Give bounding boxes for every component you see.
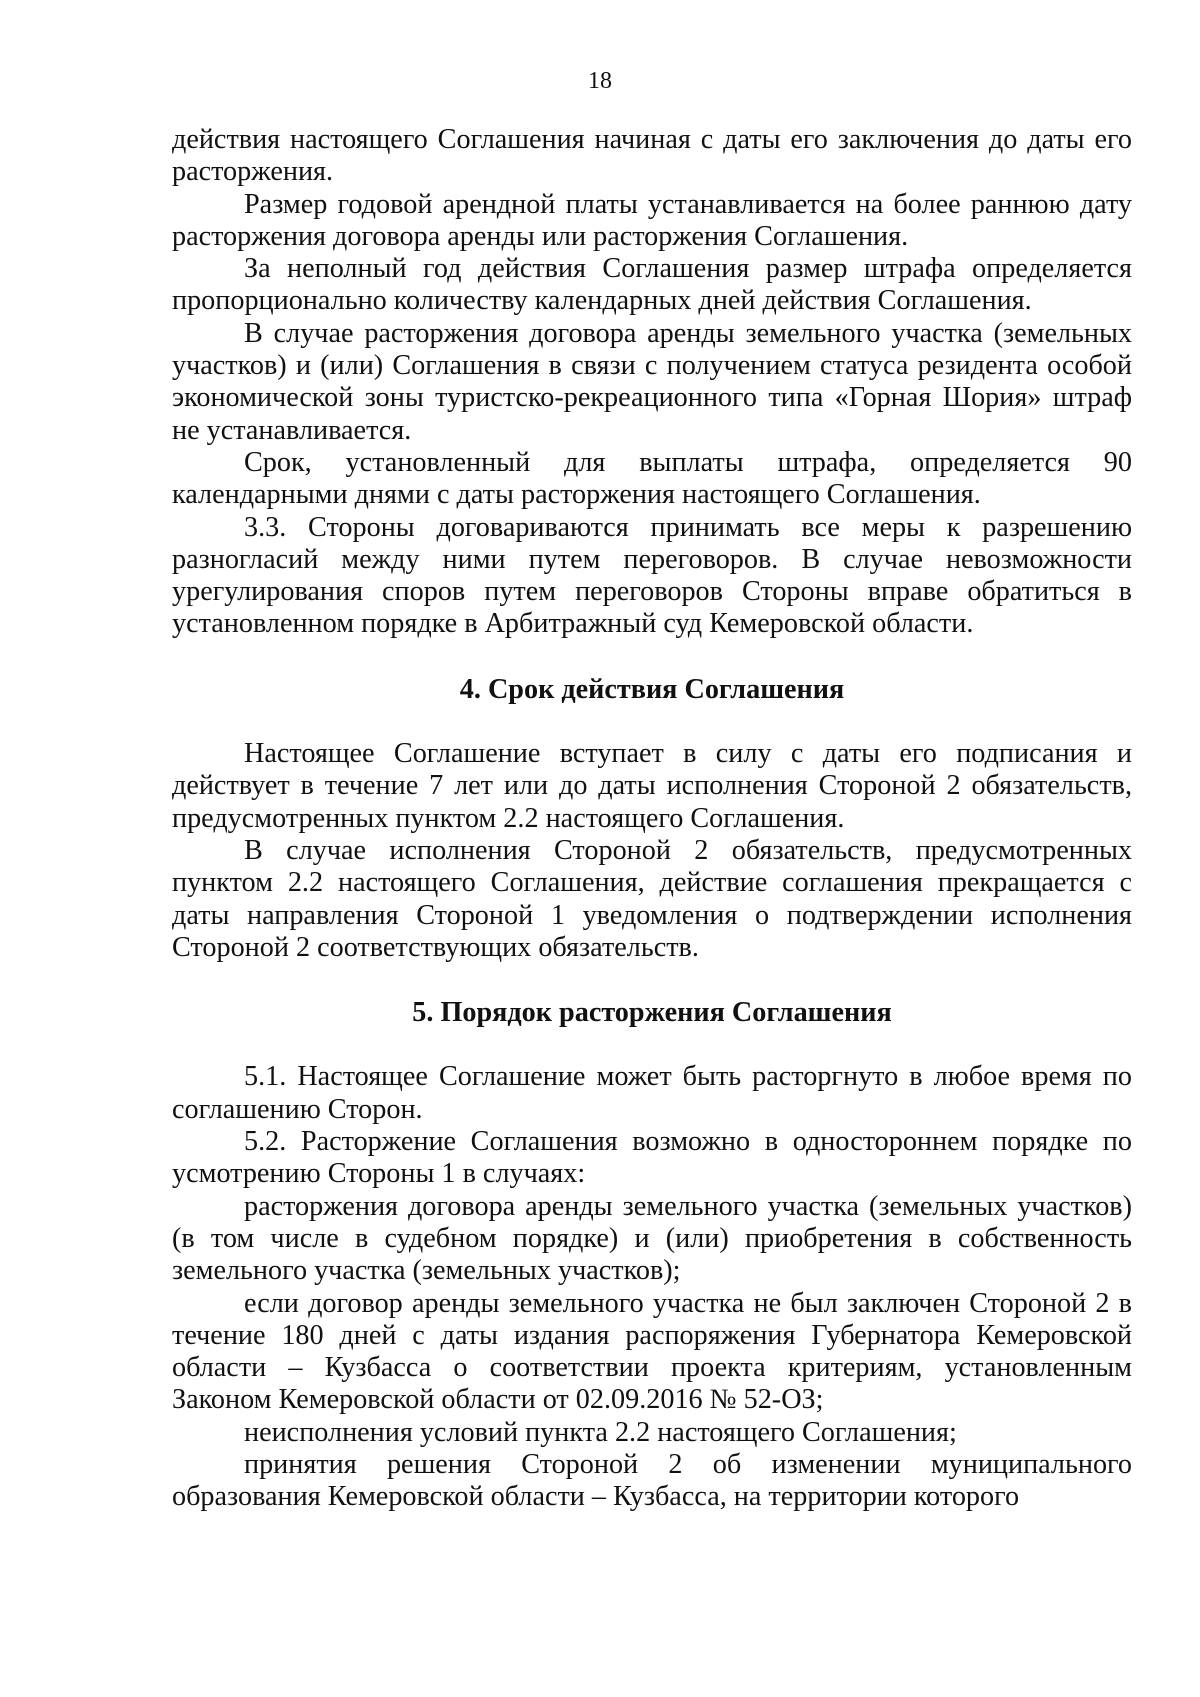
clause-5-2: 5.2. Расторжение Соглашения возможно в одностороннем порядке по усмотрению Стороны 1 в случаях: [172,1126,1132,1190]
section-4-paragraph-termination: В случае исполнения Стороной 2 обязательств, предусмотренных пунктом 2.2 настоящего Соглашения, действие соглашения прекращается с даты направления Стороной 1 уведомления о подтверждении исполнения Стороной 2 соответствующих обязательств. [172,834,1132,963]
section-4-paragraph-effect: Настоящее Соглашение вступает в силу с даты его подписания и действует в течение 7 лет или до даты исполнения Стороной 2 обязательств, предусмотренных пунктом 2.2 настоящего Соглашения. [172,738,1132,834]
intro-paragraph-resident-status: В случае расторжения договора аренды земельного участка (земельных участков) и (или) Соглашения в связи с получением статуса резидента особой экономической зоны туристско-рекреационного типа «Горная Шория» штраф не устанавливается. [172,317,1132,446]
termination-case-land-lease: расторжения договора аренды земельного участка (земельных участков) (в том числе в судебном порядке) и (или) приобретения в собственность земельного участка (земельных участков); [172,1190,1132,1287]
section-5-title: 5. Порядок расторжения Соглашения [412,997,892,1029]
clause-5-1: 5.1. Настоящее Соглашение может быть расторгнуто в любое время по соглашению Сторон. [172,1061,1132,1125]
intro-paragraph-fine-deadline: Срок, установленный для выплаты штрафа, определяется 90 календарными днями с даты расторжения настоящего Соглашения. [172,446,1132,511]
intro-paragraph-partial-year-fine: За неполный год действия Соглашения размер штрафа определяется пропорционально количеству календарных дней действия Соглашения. [172,253,1132,317]
page-number: 18 [588,68,612,94]
section-4-title: 4. Срок действия Соглашения [459,673,845,705]
termination-case-municipality-change: принятия решения Стороной 2 об изменении муниципального образования Кемеровской области – Кузбасса, на территории которого [172,1448,1132,1513]
intro-paragraph-continuation: действия настоящего Соглашения начиная с даты его заключения до даты его расторжения. [172,124,1132,188]
clause-3-3: 3.3. Стороны договариваются принимать все меры к разрешению разногласий между ними путем переговоров. В случае невозможности урегулирования споров путем переговоров Стороны вправе обратиться в установленном порядке в Арбитражный суд Кемеровской области. [172,511,1132,640]
termination-case-nonperformance: неисполнения условий пункта 2.2 настоящего Соглашения; [244,1416,957,1448]
document-body [172,124,1132,1514]
intro-paragraph-annual-rent: Размер годовой арендной платы устанавливается на более раннюю дату расторжения договора аренды или расторжения Соглашения. [172,188,1132,252]
termination-case-lease-not-concluded: если договор аренды земельного участка не был заключен Стороной 2 в течение 180 дней с даты издания распоряжения Губернатора Кемеровской области – Кузбасса о соответствии проекта критериям, установленным Законом Кемеровской области от 02.09.2016 № 52-ОЗ; [172,1287,1132,1416]
